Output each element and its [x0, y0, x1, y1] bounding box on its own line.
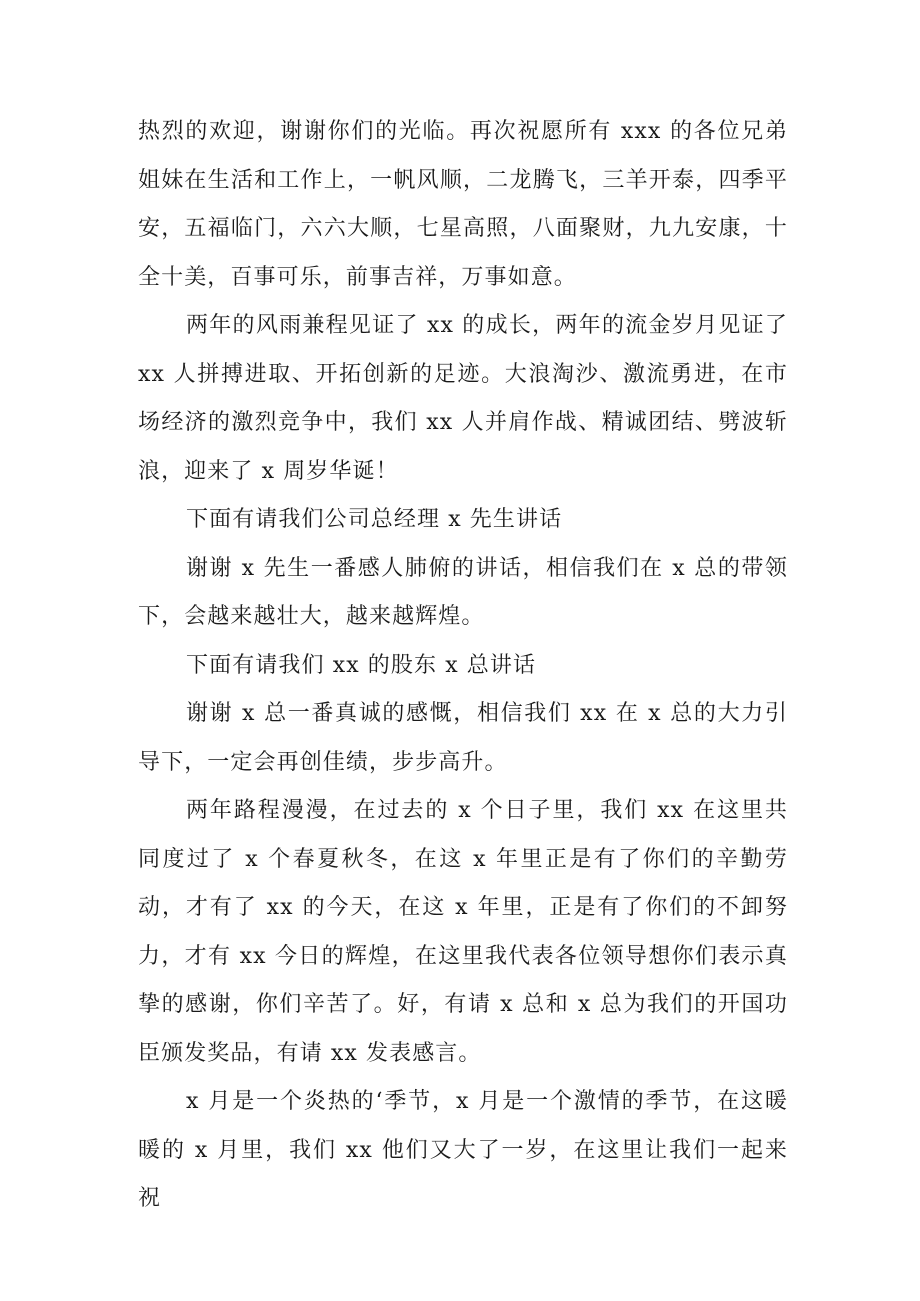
paragraph-6: 谢谢 x 总一番真诚的感慨，相信我们 xx 在 x 总的大力引导下，一定会再创佳绩，步步高升。: [138, 701, 788, 775]
paragraph-1: 热烈的欢迎，谢谢你们的光临。再次祝愿所有 xxx 的各位兄弟姐妹在生活和工作上，一帆风顺，二龙腾飞，三羊开泰，四季平安，五福临门，六六大顺，七星高照，八面聚财，九九安康，十全十美，百事可乐，前事吉祥，万事如意。: [138, 119, 788, 290]
paragraph-8: x 月是一个炎热的‘季节，x 月是一个激情的季节，在这暖暖的 x 月里，我们 xx 他们又大了一岁，在这里让我们一起来祝: [138, 1089, 788, 1211]
paragraph-2: 两年的风雨兼程见证了 xx 的成长，两年的流金岁月见证了 xx 人拼搏进取、开拓创新的足迹。大浪淘沙、激流勇进，在市场经济的激烈竞争中，我们 xx 人并肩作战、精诚团结、劈波斩浪，迎来了 x 周岁华诞！: [138, 313, 788, 484]
paragraph-3: 下面有请我们公司总经理 x 先生讲话: [186, 507, 563, 532]
paragraph-5: 下面有请我们 xx 的股东 x 总讲话: [186, 652, 537, 678]
paragraph-7: 两年路程漫漫，在过去的 x 个日子里，我们 xx 在这里共同度过了 x 个春夏秋冬，在这 x 年里正是有了你们的辛勤劳动，才有了 xx 的今天，在这 x 年里，正是有了你们的不卸努力，才有 xx 今日的辉煌，在这里我代表各位领导想你们表示真挚的感谢，你们辛苦了。好，有请 x 总和 x 总为我们的开国功臣颁发奖品，有请 xx 发表感言。: [138, 798, 788, 1066]
paragraph-4: 谢谢 x 先生一番感人肺俯的讲话，相信我们在 x 总的带领下，会越来越壮大，越来越辉煌。: [138, 555, 788, 629]
document-body: [138, 108, 788, 1224]
